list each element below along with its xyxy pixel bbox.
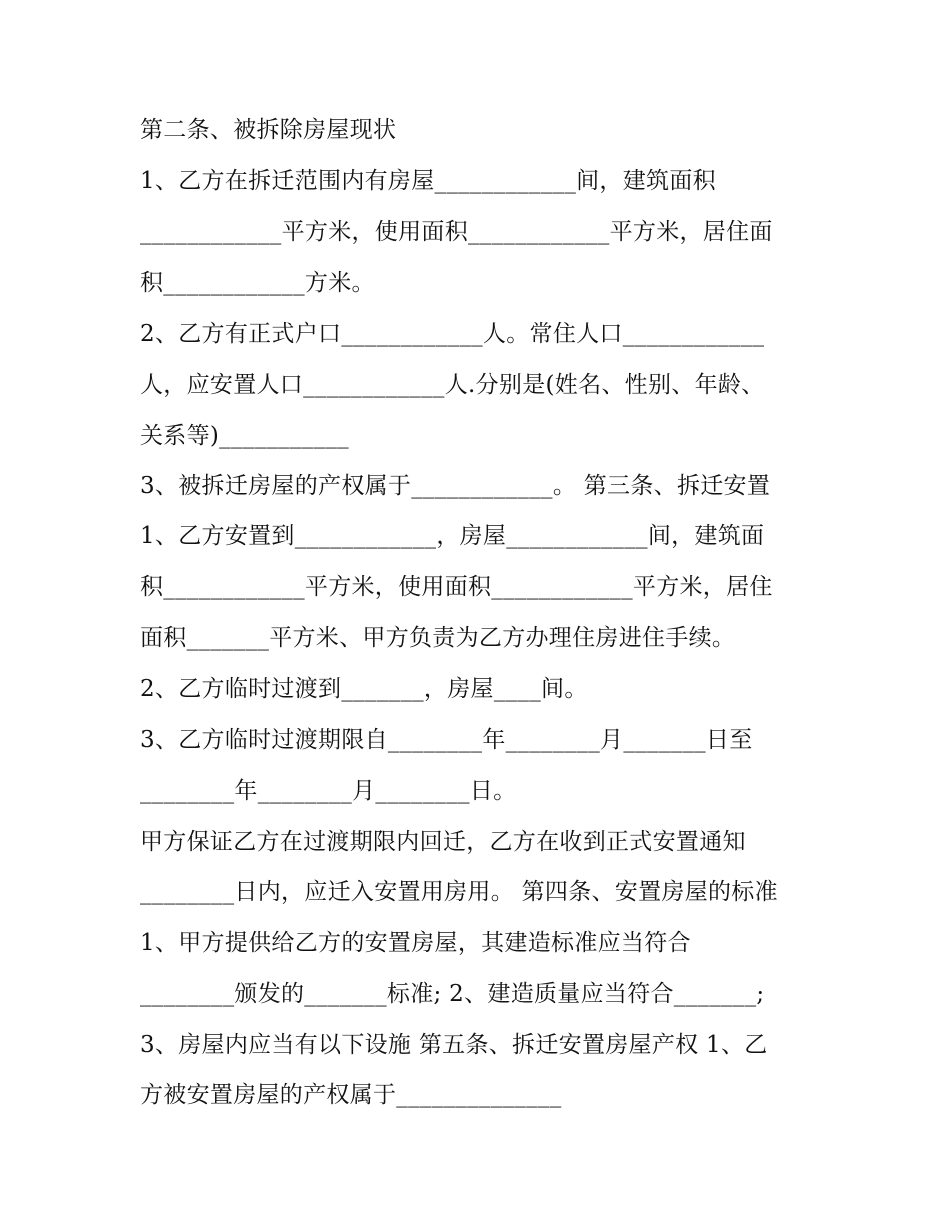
text-line: 2、乙方有正式户口____________人。常住人口____________ bbox=[140, 321, 765, 347]
text-line: 甲方保证乙方在过渡期限内回迁，乙方在收到正式安置通知 bbox=[140, 829, 746, 855]
text-line: ________年________月________日。 bbox=[140, 778, 517, 804]
text-line: ________颁发的_______标准; 2、建造质量应当符合_______; bbox=[140, 981, 765, 1007]
text-line: 1、乙方安置到____________，房屋____________间，建筑面 bbox=[140, 523, 765, 549]
text-line: ________日内，应迁入安置用房用。 第四条、安置房屋的标准 bbox=[140, 879, 778, 905]
text-line: ____________平方米，使用面积____________平方米，居住面 bbox=[140, 219, 773, 245]
text-line: 积____________平方米，使用面积____________平方米，居住 bbox=[140, 574, 773, 600]
text-line: 1、乙方在拆迁范围内有房屋____________间，建筑面积 bbox=[140, 168, 716, 194]
text-line: 关系等)___________ bbox=[140, 423, 349, 449]
text-line: 人，应安置人口____________人.分别是(姓名、性别、年龄、 bbox=[140, 372, 765, 398]
text-line: 3、乙方临时过渡期限自________年________月_______日至 bbox=[140, 727, 753, 753]
text-line: 积____________方米。 bbox=[140, 270, 375, 296]
text-line: 1、甲方提供给乙方的安置房屋，其建造标准应当符合 bbox=[140, 930, 691, 956]
text-line: 3、房屋内应当有以下设施 第五条、拆迁安置房屋产权 1、乙 bbox=[140, 1032, 768, 1058]
text-line: 面积_______平方米、甲方负责为乙方办理住房进住手续。 bbox=[140, 625, 736, 651]
text-line: 方被安置房屋的产权属于______________ bbox=[140, 1082, 562, 1108]
article-2-heading: 第二条、被拆除房屋现状 bbox=[140, 117, 397, 143]
text-line: 3、被拆迁房屋的产权属于____________。 第三条、拆迁安置 bbox=[140, 473, 771, 499]
text-line: 2、乙方临时过渡到_______，房屋____间。 bbox=[140, 676, 588, 702]
